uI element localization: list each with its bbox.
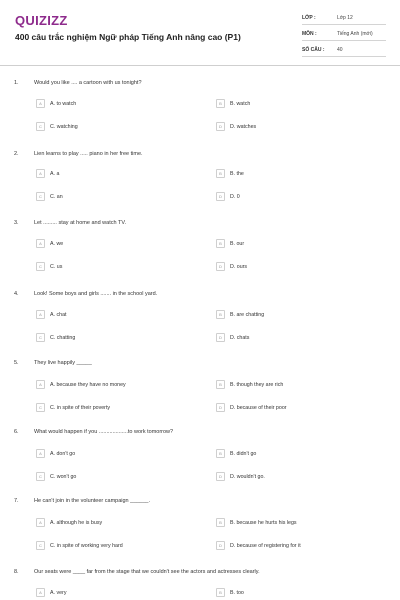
option-letter-box: A bbox=[36, 169, 45, 178]
option-letter-box: A bbox=[36, 239, 45, 248]
option-text: A. don't go bbox=[50, 450, 76, 457]
option-text: B. are chatting bbox=[230, 311, 265, 318]
option-text: C. us bbox=[50, 263, 63, 270]
question-header bbox=[0, 80, 400, 90]
question-header bbox=[0, 360, 400, 370]
option-text: B. the bbox=[230, 170, 244, 177]
option-b[interactable] bbox=[216, 168, 244, 179]
info-row-class bbox=[302, 12, 386, 25]
option-letter-box: C bbox=[36, 262, 45, 271]
option-a[interactable] bbox=[36, 379, 126, 390]
quizizz-logo: QUIZIZZ bbox=[15, 13, 68, 28]
option-text: A. very bbox=[50, 589, 67, 596]
question-number: 2. bbox=[14, 151, 19, 157]
option-d[interactable] bbox=[216, 121, 256, 132]
option-text: C. chatting bbox=[50, 334, 76, 341]
question-header bbox=[0, 220, 400, 230]
question-number: 8. bbox=[14, 569, 19, 575]
option-text: B. watch bbox=[230, 100, 251, 107]
option-a[interactable] bbox=[36, 98, 76, 109]
option-a[interactable] bbox=[36, 587, 66, 598]
question-number: 3. bbox=[14, 220, 19, 226]
option-c[interactable] bbox=[36, 191, 63, 202]
question-text: Our seats were ____ far from the stage that we couldn't see the actors and actresses clearly. bbox=[34, 569, 260, 575]
option-letter-box: C bbox=[36, 122, 45, 131]
option-d[interactable] bbox=[216, 191, 240, 202]
option-letter-box: D bbox=[216, 192, 225, 201]
option-letter-box: B bbox=[216, 518, 225, 527]
info-label: SỐ CÂU : bbox=[302, 47, 325, 53]
option-text: D. wouldn't go. bbox=[230, 473, 265, 480]
option-letter-box: D bbox=[216, 333, 225, 342]
option-text: C. in spite of their poverty bbox=[50, 404, 111, 411]
option-text: D. 0 bbox=[230, 193, 240, 200]
option-b[interactable] bbox=[216, 309, 264, 320]
option-letter-box: A bbox=[36, 380, 45, 389]
option-b[interactable] bbox=[216, 587, 244, 598]
question-text: They live happily _____ bbox=[34, 360, 92, 366]
question-number: 5. bbox=[14, 360, 19, 366]
option-letter-box: D bbox=[216, 262, 225, 271]
option-letter-box: C bbox=[36, 541, 45, 550]
option-a[interactable] bbox=[36, 238, 63, 249]
info-value: Tiếng Anh (mới) bbox=[337, 31, 373, 37]
option-letter-box: B bbox=[216, 99, 225, 108]
option-letter-box: B bbox=[216, 169, 225, 178]
option-a[interactable] bbox=[36, 168, 59, 179]
question-number: 1. bbox=[14, 80, 19, 86]
option-text: D. chats bbox=[230, 334, 250, 341]
option-letter-box: D bbox=[216, 122, 225, 131]
option-letter-box: A bbox=[36, 518, 45, 527]
option-text: B. though they are rich bbox=[230, 381, 284, 388]
option-c[interactable] bbox=[36, 261, 62, 272]
option-letter-box: C bbox=[36, 192, 45, 201]
option-letter-box: B bbox=[216, 310, 225, 319]
option-text: B. our bbox=[230, 240, 245, 247]
option-c[interactable] bbox=[36, 121, 78, 132]
question-header bbox=[0, 429, 400, 439]
option-letter-box: D bbox=[216, 403, 225, 412]
info-value: 40 bbox=[337, 47, 343, 53]
option-b[interactable] bbox=[216, 448, 256, 459]
option-letter-box: C bbox=[36, 472, 45, 481]
option-text: A. we bbox=[50, 240, 64, 247]
option-letter-box: A bbox=[36, 310, 45, 319]
option-d[interactable] bbox=[216, 261, 247, 272]
option-letter-box: D bbox=[216, 541, 225, 550]
question-header bbox=[0, 291, 400, 301]
question-text: He can't join in the volunteer campaign ______. bbox=[34, 498, 151, 504]
document-header bbox=[0, 0, 400, 66]
option-letter-box: C bbox=[36, 403, 45, 412]
option-text: D. because of registering for it bbox=[230, 542, 301, 549]
option-letter-box: B bbox=[216, 588, 225, 597]
option-b[interactable] bbox=[216, 98, 250, 109]
info-value: Lớp 12 bbox=[337, 15, 353, 21]
option-a[interactable] bbox=[36, 309, 67, 320]
question-header bbox=[0, 151, 400, 161]
question-header bbox=[0, 498, 400, 508]
option-c[interactable] bbox=[36, 332, 75, 343]
option-letter-box: B bbox=[216, 380, 225, 389]
option-text: B. too bbox=[230, 589, 244, 596]
option-a[interactable] bbox=[36, 448, 75, 459]
option-text: D. ours bbox=[230, 263, 248, 270]
option-text: C. an bbox=[50, 193, 63, 200]
option-text: C. watching bbox=[50, 123, 78, 130]
option-letter-box: C bbox=[36, 333, 45, 342]
question-number: 4. bbox=[14, 291, 19, 297]
option-letter-box: D bbox=[216, 472, 225, 481]
option-c[interactable] bbox=[36, 540, 123, 551]
question-number: 6. bbox=[14, 429, 19, 435]
info-table bbox=[302, 12, 386, 60]
info-label: LỚP : bbox=[302, 15, 316, 21]
option-b[interactable] bbox=[216, 379, 283, 390]
option-text: D. watches bbox=[230, 123, 257, 130]
question-text: Would you like .... a cartoon with us tonight? bbox=[34, 80, 142, 86]
info-label: MÔN : bbox=[302, 31, 317, 37]
question-header bbox=[0, 569, 400, 579]
option-text: A. chat bbox=[50, 311, 67, 318]
option-d[interactable] bbox=[216, 540, 301, 551]
option-d[interactable] bbox=[216, 332, 249, 343]
option-text: B. didn't go bbox=[230, 450, 257, 457]
option-text: A. to watch bbox=[50, 100, 77, 107]
option-b[interactable] bbox=[216, 517, 297, 528]
option-a[interactable] bbox=[36, 517, 102, 528]
option-text: A. because they have no money bbox=[50, 381, 126, 388]
question-text: Let ......... stay at home and watch TV. bbox=[34, 220, 127, 226]
option-d[interactable] bbox=[216, 402, 287, 413]
option-b[interactable] bbox=[216, 238, 244, 249]
option-letter-box: A bbox=[36, 449, 45, 458]
option-text: D. because of their poor bbox=[230, 404, 287, 411]
option-text: A. a bbox=[50, 170, 60, 177]
option-letter-box: B bbox=[216, 449, 225, 458]
question-text: Lien learns to play ..... piano in her free time. bbox=[34, 151, 143, 157]
option-letter-box: A bbox=[36, 588, 45, 597]
question-text: Look! Some boys and girls ....... in the school yard. bbox=[34, 291, 158, 297]
question-text: What would happen if you ...................to work tomorrow? bbox=[34, 429, 174, 435]
option-c[interactable] bbox=[36, 471, 76, 482]
option-letter-box: B bbox=[216, 239, 225, 248]
question-number: 7. bbox=[14, 498, 19, 504]
option-text: C. won't go bbox=[50, 473, 77, 480]
option-text: C. in spite of working very hard bbox=[50, 542, 123, 549]
info-row-subject bbox=[302, 28, 386, 41]
option-text: A. although he is busy bbox=[50, 519, 103, 526]
option-d[interactable] bbox=[216, 471, 265, 482]
info-row-count bbox=[302, 44, 386, 57]
option-letter-box: A bbox=[36, 99, 45, 108]
option-c[interactable] bbox=[36, 402, 110, 413]
option-text: B. because he hurts his legs bbox=[230, 519, 297, 526]
document-title: 400 câu trắc nghiệm Ngữ pháp Tiếng Anh nâng cao (P1) bbox=[15, 32, 241, 42]
